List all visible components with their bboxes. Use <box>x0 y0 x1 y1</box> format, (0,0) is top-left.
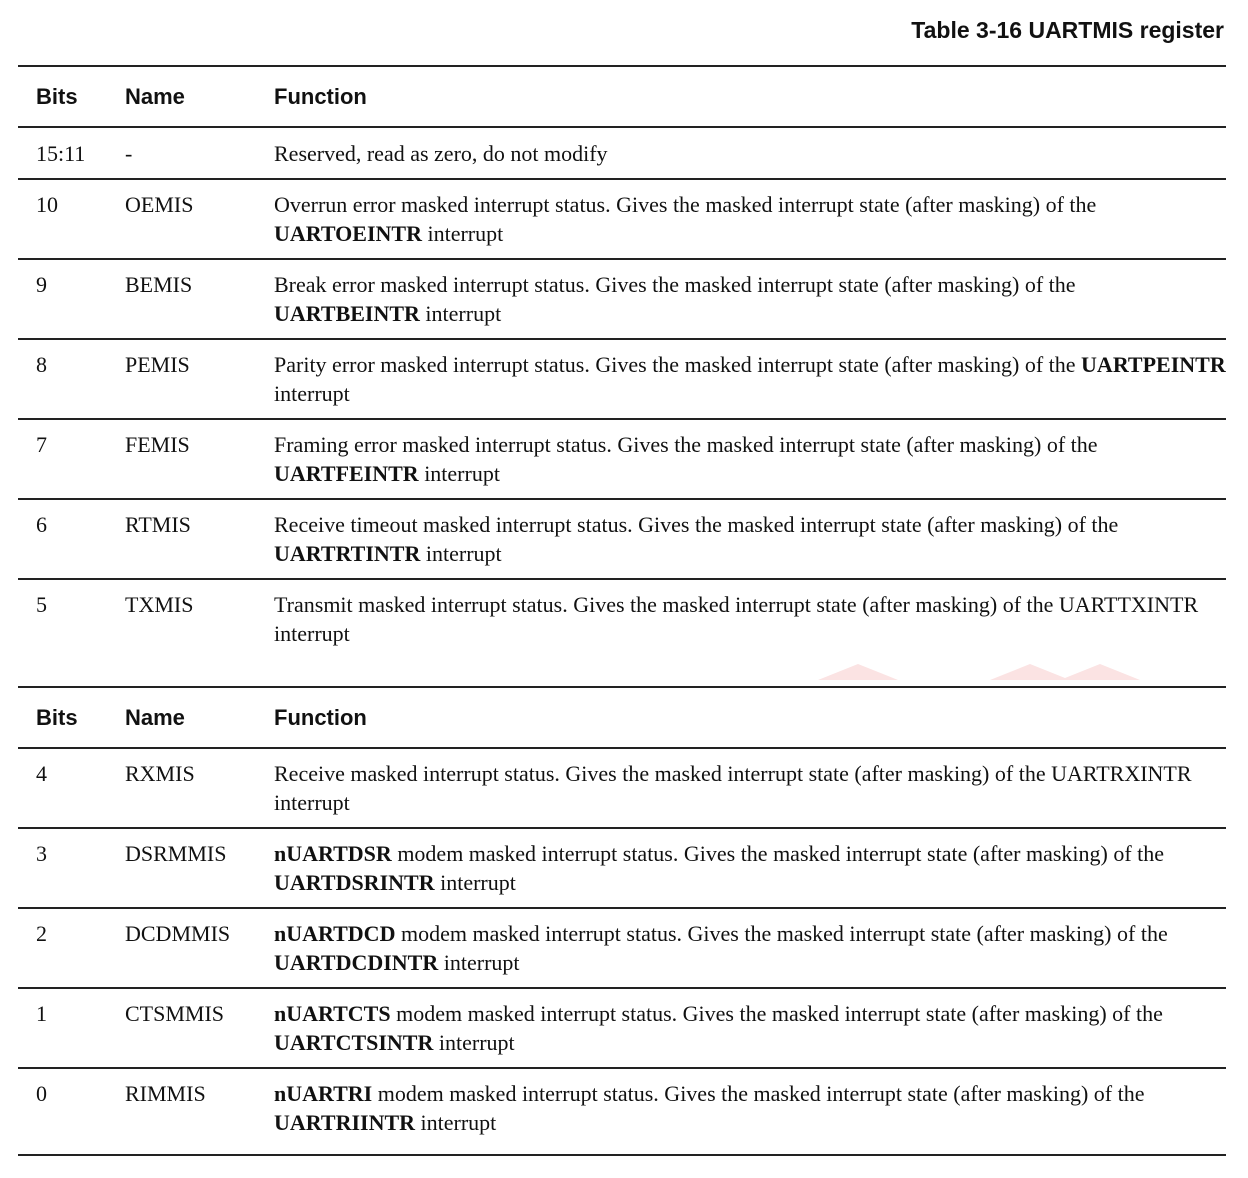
table-bottom-rule <box>18 1154 1226 1156</box>
header-function: Function <box>257 687 1226 748</box>
function-text: Reserved, read as zero, do not modify <box>274 141 608 166</box>
table-row <box>18 127 1226 179</box>
table-header-row <box>18 66 1226 127</box>
function-text: interrupt <box>418 461 500 486</box>
signal-name: UARTDSRINTR <box>274 870 435 895</box>
function-text: Break error masked interrupt status. Gives the masked interrupt state (after masking) of the <box>274 272 1076 297</box>
table-row <box>18 748 1226 828</box>
function-text: modem masked interrupt status. Gives the masked interrupt state (after masking) of the <box>391 841 1165 866</box>
function-text: Receive timeout masked interrupt status. Gives the masked interrupt state (after masking) of the <box>274 512 1119 537</box>
function-text: Framing error masked interrupt status. Gives the masked interrupt state (after masking) of the <box>274 432 1098 457</box>
function-text: Transmit masked interrupt status. Gives the masked interrupt state (after masking) of the UARTTXINTR interrupt <box>274 592 1199 646</box>
signal-name: UARTRTINTR <box>274 541 421 566</box>
function-text: modem masked interrupt status. Gives the masked interrupt state (after masking) of the <box>390 1001 1163 1026</box>
header-bits: Bits <box>18 687 107 748</box>
cell-name: CTSMMIS <box>107 988 257 1068</box>
signal-name: nUARTDCD <box>274 921 396 946</box>
table-row <box>18 419 1226 499</box>
signal-name: nUARTCTS <box>274 1001 391 1026</box>
header-name: Name <box>107 66 257 127</box>
cell-name: DCDMMIS <box>107 908 257 988</box>
cell-name: FEMIS <box>107 419 257 499</box>
cell-function <box>257 419 1226 499</box>
function-text: interrupt <box>274 381 350 406</box>
signal-name: nUARTDSR <box>274 841 392 866</box>
cell-bits: 8 <box>18 339 107 419</box>
table-caption: Table 3-16 UARTMIS register <box>911 17 1224 43</box>
cell-bits: 9 <box>18 259 107 339</box>
cell-function <box>257 339 1226 419</box>
table-header-row <box>18 687 1226 748</box>
function-text: interrupt <box>419 301 502 326</box>
cell-bits: 15:11 <box>18 127 107 179</box>
table-row <box>18 259 1226 339</box>
cell-name: BEMIS <box>107 259 257 339</box>
cell-bits: 4 <box>18 748 107 828</box>
cell-bits: 0 <box>36 1081 47 1106</box>
table-row <box>18 828 1226 908</box>
signal-name: UARTRIINTR <box>274 1110 416 1135</box>
cell-name: OEMIS <box>107 179 257 259</box>
cell-function <box>257 828 1226 908</box>
cell-bits: 6 <box>18 499 107 579</box>
cell-bits: 7 <box>18 419 107 499</box>
cell-function <box>257 908 1226 988</box>
cell-bits: 3 <box>18 828 107 908</box>
cell-function <box>257 499 1226 579</box>
signal-name: UARTDCDINTR <box>274 950 439 975</box>
signal-name: nUARTRI <box>274 1081 373 1106</box>
table-row <box>18 908 1226 988</box>
table-row <box>18 988 1226 1068</box>
register-table-part-1 <box>18 65 1226 658</box>
cell-function <box>257 1068 1226 1147</box>
cell-name: RIMMIS <box>125 1081 206 1106</box>
cell-name: DSRMMIS <box>107 828 257 908</box>
signal-name: UARTBEINTR <box>274 301 420 326</box>
function-text: interrupt <box>415 1110 497 1135</box>
function-text: Receive masked interrupt status. Gives the masked interrupt state (after masking) of the UARTRXINTR interrupt <box>274 761 1192 815</box>
function-text: interrupt <box>420 541 502 566</box>
cell-name: RTMIS <box>107 499 257 579</box>
table-row <box>18 339 1226 419</box>
cell-bits: 10 <box>18 179 107 259</box>
cell-name: - <box>107 127 257 179</box>
function-text: interrupt <box>438 950 520 975</box>
signal-name: UARTFEINTR <box>274 461 419 486</box>
cell-function <box>257 179 1226 259</box>
cell-function <box>257 259 1226 339</box>
cell-function <box>257 127 1226 179</box>
cell-function <box>257 988 1226 1068</box>
register-table-part-2 <box>18 686 1226 1147</box>
function-text: modem masked interrupt status. Gives the masked interrupt state (after masking) of the <box>395 921 1168 946</box>
function-text: Overrun error masked interrupt status. Gives the masked interrupt state (after masking) of the <box>274 192 1097 217</box>
cell-function <box>257 579 1226 658</box>
function-text: interrupt <box>433 1030 515 1055</box>
table-row <box>18 179 1226 259</box>
table-row <box>18 499 1226 579</box>
function-text: Parity error masked interrupt status. Gives the masked interrupt state (after masking) of the <box>274 352 1082 377</box>
function-text: modem masked interrupt status. Gives the masked interrupt state (after masking) of the <box>372 1081 1145 1106</box>
table-row <box>18 1068 1226 1147</box>
signal-name: UARTPEINTR <box>1081 352 1226 377</box>
signal-name: UARTOEINTR <box>274 221 422 246</box>
header-bits: Bits <box>18 66 107 127</box>
table-row <box>18 579 1226 658</box>
header-function: Function <box>257 66 1226 127</box>
signal-name: UARTCTSINTR <box>274 1030 434 1055</box>
cell-bits: 1 <box>18 988 107 1068</box>
cell-bits: 5 <box>36 592 47 617</box>
header-name: Name <box>107 687 257 748</box>
cell-function <box>257 748 1226 828</box>
watermark-shape <box>1060 664 1140 680</box>
cell-bits: 2 <box>18 908 107 988</box>
function-text: interrupt <box>434 870 516 895</box>
watermark-shape <box>990 664 1070 680</box>
watermark-shape <box>818 664 898 680</box>
cell-name: RXMIS <box>107 748 257 828</box>
function-text: interrupt <box>421 221 504 246</box>
cell-name: PEMIS <box>107 339 257 419</box>
cell-name: TXMIS <box>125 592 194 617</box>
